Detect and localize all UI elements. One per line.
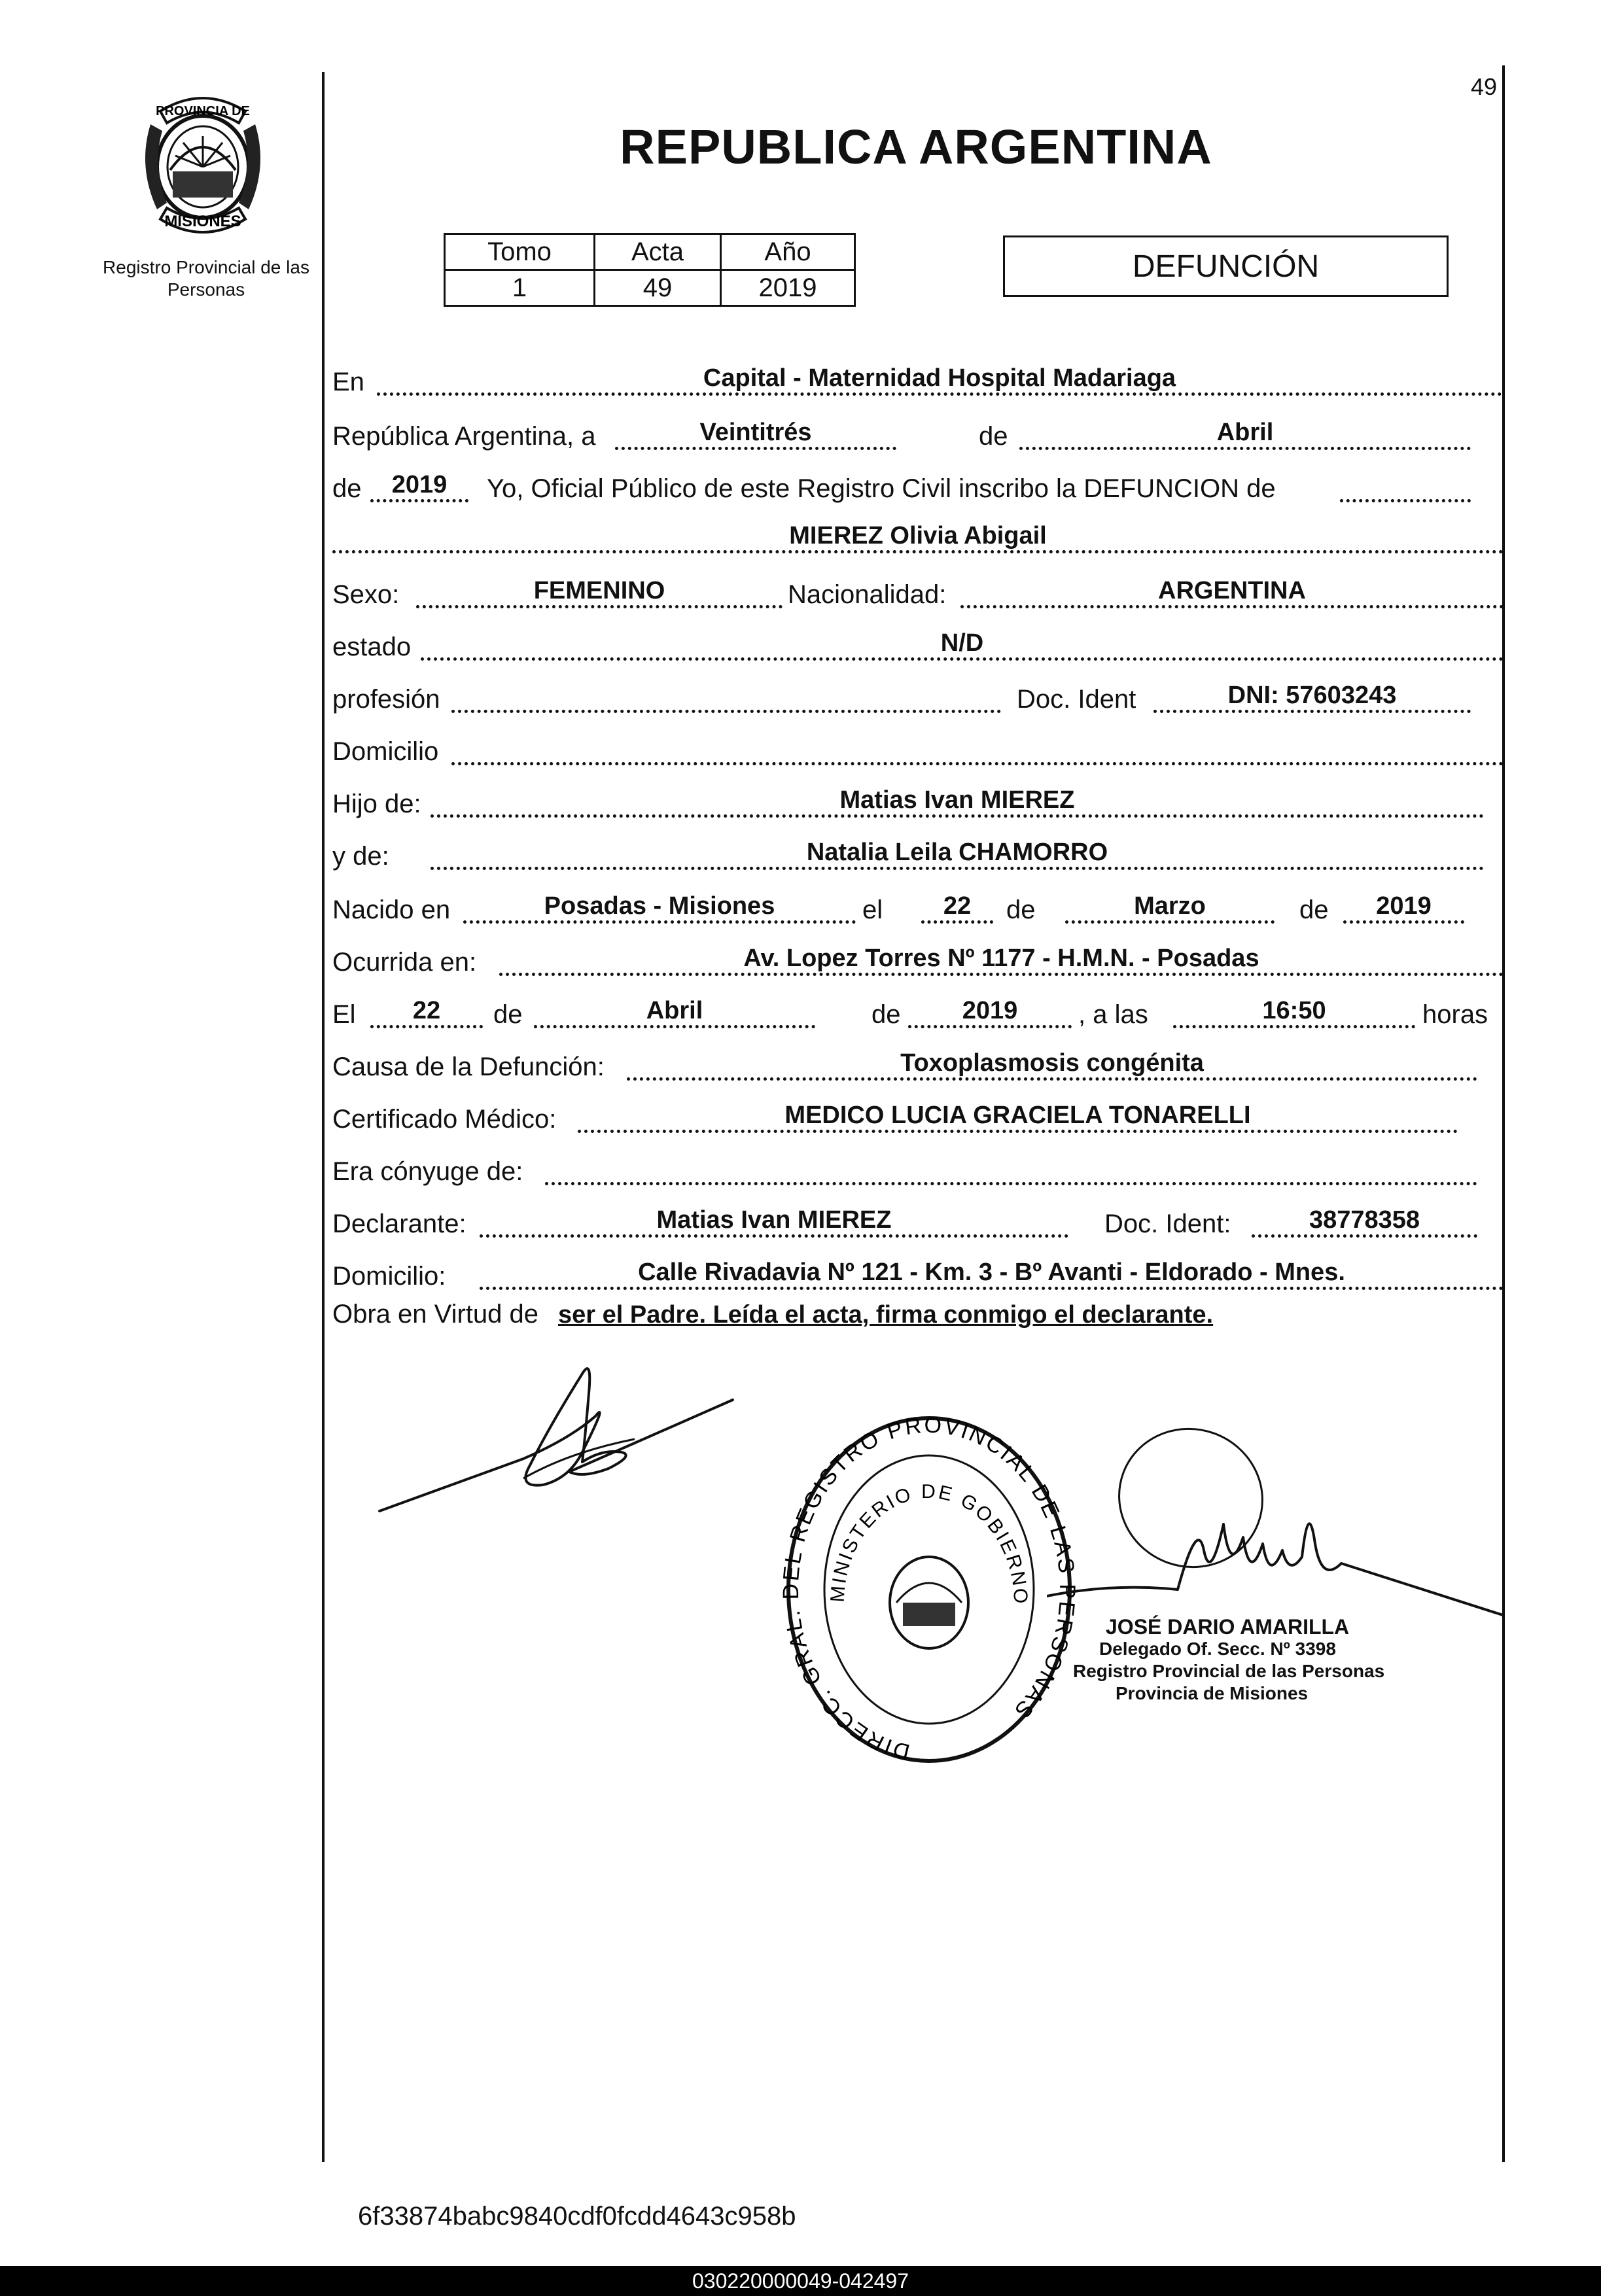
reference-header-anio: Año xyxy=(721,234,855,270)
row-declarant xyxy=(332,1205,1504,1244)
row-date xyxy=(332,417,1504,457)
row-father xyxy=(332,785,1504,824)
row-profesion-doc xyxy=(332,680,1504,720)
provincial-logo xyxy=(131,85,275,242)
nacionalidad-label: Nacionalidad: xyxy=(788,580,947,609)
death-de-label: de xyxy=(493,1000,523,1029)
left-margin-line xyxy=(322,72,325,2162)
row-sex-nationality xyxy=(332,576,1504,615)
official-seal xyxy=(779,1406,1080,1773)
reference-table-header-row xyxy=(445,234,855,270)
father-field: Matias Ivan MIEREZ xyxy=(431,786,1484,818)
domicilio-field xyxy=(451,733,1504,765)
birth-de-label: de xyxy=(1006,896,1036,924)
hijo-label: Hijo de: xyxy=(332,790,421,818)
birth-month-field: Marzo xyxy=(1065,892,1275,924)
row-cause xyxy=(332,1048,1504,1087)
birth-de-label-2: de xyxy=(1299,896,1329,924)
reference-header-acta: Acta xyxy=(595,234,721,270)
en-label: En xyxy=(332,368,364,396)
row-obra xyxy=(332,1295,1504,1334)
death-place-field: Av. Lopez Torres Nº 1177 - H.M.N. - Posadas xyxy=(499,944,1504,976)
doc-label: Doc. Ident xyxy=(1017,685,1136,714)
sexo-field: FEMENINO xyxy=(416,576,783,608)
republica-label: República Argentina, a xyxy=(332,422,596,451)
document-hash: 6f33874babc9840cdf0fcdd4643c958b xyxy=(358,2202,796,2231)
declarante-label: Declarante: xyxy=(332,1209,466,1238)
stamp-line2: Registro Provincial de las Personas xyxy=(1073,1661,1385,1681)
stamp-line1: Delegado Of. Secc. Nº 3398 xyxy=(1099,1639,1336,1659)
inscription-text: Yo, Oficial Público de este Registro Civil inscribo la DEFUNCION de xyxy=(487,474,1276,503)
logo-top-text: PROVINCIA DE xyxy=(156,104,250,118)
seal-inner-text: MINISTERIO DE GOBIERNO xyxy=(826,1480,1032,1606)
declarant-field: Matias Ivan MIEREZ xyxy=(480,1206,1068,1238)
reference-value-anio: 2019 xyxy=(721,270,855,306)
conyuge-field xyxy=(545,1153,1477,1185)
declarant-address-field: Calle Rivadavia Nº 121 - Km. 3 - Bº Avanti - Eldorado - Mnes. xyxy=(480,1258,1504,1290)
registry-name: Registro Provincial de las Personas xyxy=(103,257,309,300)
logo-bottom-text: MISIONES xyxy=(164,213,241,230)
row-death-date xyxy=(332,996,1504,1035)
de-label: de xyxy=(979,422,1008,451)
nacido-label: Nacido en xyxy=(332,896,451,924)
row-conyuge xyxy=(332,1153,1504,1192)
reference-value-tomo: 1 xyxy=(445,270,595,306)
declarant-doc-label: Doc. Ident: xyxy=(1104,1209,1231,1238)
deceased-name-field: MIEREZ Olivia Abigail xyxy=(332,521,1504,553)
inscription-blank xyxy=(1340,470,1471,502)
el-label: el xyxy=(862,896,883,924)
death-year-field: 2019 xyxy=(908,996,1072,1028)
reference-value-acta: 49 xyxy=(595,270,721,306)
profesion-label: profesión xyxy=(332,685,440,714)
nacionalidad-field: ARGENTINA xyxy=(960,576,1504,608)
doc-field: DNI: 57603243 xyxy=(1153,681,1471,713)
main-title: REPUBLICA ARGENTINA xyxy=(620,120,1212,174)
declarant-doc-field: 38778358 xyxy=(1252,1206,1477,1238)
obra-label: Obra en Virtud de xyxy=(332,1300,539,1329)
ocurrida-label: Ocurrida en: xyxy=(332,948,477,977)
row-certificate xyxy=(332,1100,1504,1139)
day-words-field: Veintitrés xyxy=(615,418,896,450)
conyuge-label: Era cónyuge de: xyxy=(332,1157,523,1186)
domicilio-label: Domicilio xyxy=(332,737,439,766)
de-label-2: de xyxy=(332,474,362,503)
row-estado xyxy=(332,628,1504,667)
row-deceased-name xyxy=(332,521,1504,560)
causa-label: Causa de la Defunción: xyxy=(332,1052,605,1081)
estado-field: N/D xyxy=(421,629,1504,661)
death-day-field: 22 xyxy=(370,996,483,1028)
row-place xyxy=(332,363,1504,402)
row-death-place xyxy=(332,943,1504,983)
stamp-name: JOSÉ DARIO AMARILLA xyxy=(1106,1615,1350,1639)
cause-field: Toxoplasmosis congénita xyxy=(627,1049,1477,1081)
birth-year-field: 2019 xyxy=(1343,892,1464,924)
row-year xyxy=(332,470,1504,509)
death-time-field: 16:50 xyxy=(1173,996,1415,1028)
reference-header-tomo: Tomo xyxy=(445,234,595,270)
reference-table xyxy=(444,233,856,307)
page-number: 49 xyxy=(1471,73,1498,100)
month-field: Abril xyxy=(1019,418,1471,450)
death-month-field: Abril xyxy=(534,996,815,1028)
row-birth xyxy=(332,891,1504,930)
record-type-box: DEFUNCIÓN xyxy=(1003,235,1449,297)
alas-label: , a las xyxy=(1078,1000,1148,1029)
mother-field: Natalia Leila CHAMORRO xyxy=(431,838,1484,870)
certificado-label: Certificado Médico: xyxy=(332,1105,557,1134)
birth-place-field: Posadas - Misiones xyxy=(463,892,856,924)
el-label-2: El xyxy=(332,1000,356,1029)
row-declarant-address xyxy=(332,1257,1504,1296)
horas-label: horas xyxy=(1422,1000,1488,1029)
declarant-signature xyxy=(373,1354,739,1524)
profesion-field xyxy=(451,681,1001,713)
decl-domicilio-label: Domicilio: xyxy=(332,1262,446,1291)
estado-label: estado xyxy=(332,633,412,661)
year-field: 2019 xyxy=(370,470,468,502)
sexo-label: Sexo: xyxy=(332,580,400,609)
row-domicilio xyxy=(332,733,1504,772)
y-de-label: y de: xyxy=(332,842,389,871)
stamp-line3: Provincia de Misiones xyxy=(1116,1683,1309,1703)
official-stamp xyxy=(1073,1616,1479,1705)
birth-day-field: 22 xyxy=(921,892,993,924)
place-field: Capital - Maternidad Hospital Madariaga xyxy=(377,364,1502,396)
row-mother xyxy=(332,837,1504,877)
reference-table-value-row xyxy=(445,270,855,306)
death-de-label-2: de xyxy=(871,1000,901,1029)
obra-text: ser el Padre. Leída el acta, firma conmigo el declarante. xyxy=(558,1301,1214,1329)
seal-outer-text: DIRECC. GRAL. DEL REGISTRO PROVINCIAL DE LAS PERSONAS xyxy=(779,1412,1080,1765)
footer-code: 030220000049-042497 xyxy=(0,2266,1601,2296)
certificate-field: MEDICO LUCIA GRACIELA TONARELLI xyxy=(578,1101,1458,1133)
